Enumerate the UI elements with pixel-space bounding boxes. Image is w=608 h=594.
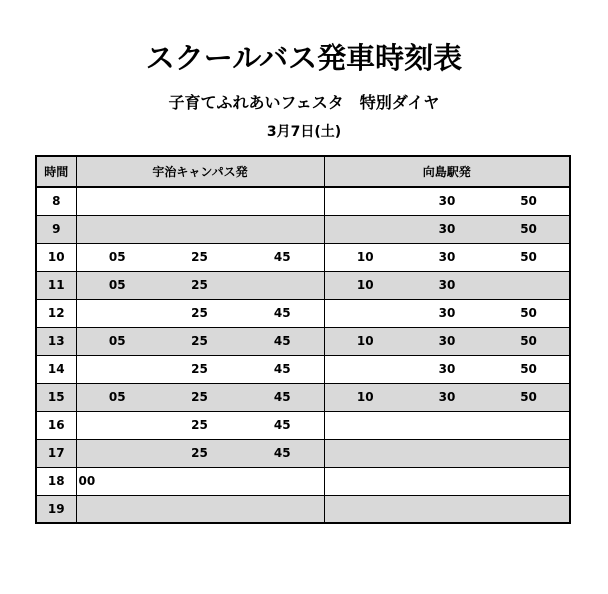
schedule-date: 3月7日(土) — [266, 124, 342, 140]
mukaijima-departure-cell — [488, 271, 570, 299]
uji-departure-cell — [241, 215, 324, 243]
mukaijima-departure-cell — [406, 411, 488, 439]
mukaijima-departure-cell — [324, 439, 406, 467]
table-row — [36, 467, 570, 495]
mukaijima-departure-cell: 50 — [488, 355, 570, 383]
mukaijima-departure-cell: 30 — [406, 271, 488, 299]
uji-departure-cell: 25 — [158, 327, 241, 355]
mukaijima-departure-cell: 50 — [488, 187, 570, 215]
mukaijima-departure-cell: 30 — [406, 215, 488, 243]
mukaijima-departure-cell — [324, 495, 406, 523]
uji-departure-cell: 45 — [241, 383, 324, 411]
uji-departure-cell: 25 — [158, 355, 241, 383]
mukaijima-departure-cell — [324, 467, 406, 495]
table-row — [36, 411, 570, 439]
uji-departure-cell: 45 — [241, 411, 324, 439]
uji-departure-cell: 05 — [76, 243, 158, 271]
mukaijima-departure-cell: 30 — [406, 243, 488, 271]
table-row — [36, 215, 570, 243]
header-uji-campus: 宇治キャンパス発 — [76, 156, 324, 187]
hour-cell: 12 — [36, 299, 76, 327]
hour-cell: 18 — [36, 467, 76, 495]
uji-departure-cell — [76, 439, 158, 467]
hour-cell: 10 — [36, 243, 76, 271]
mukaijima-departure-cell: 50 — [488, 299, 570, 327]
uji-departure-cell — [76, 355, 158, 383]
uji-departure-cell — [158, 495, 241, 523]
uji-departure-cell — [76, 215, 158, 243]
mukaijima-departure-cell: 50 — [488, 383, 570, 411]
mukaijima-departure-cell: 50 — [488, 327, 570, 355]
table-row — [36, 299, 570, 327]
uji-departure-cell: 05 — [76, 271, 158, 299]
mukaijima-departure-cell — [488, 411, 570, 439]
header-row — [36, 156, 570, 187]
mukaijima-departure-cell: 30 — [406, 383, 488, 411]
table-row — [36, 355, 570, 383]
timetable — [35, 155, 571, 524]
mukaijima-departure-cell: 10 — [324, 243, 406, 271]
header-hour: 時間 — [36, 156, 76, 187]
mukaijima-departure-cell — [406, 495, 488, 523]
table-row — [36, 495, 570, 523]
uji-departure-cell: 45 — [241, 439, 324, 467]
table-row — [36, 327, 570, 355]
hour-cell: 8 — [36, 187, 76, 215]
mukaijima-departure-cell — [406, 439, 488, 467]
mukaijima-departure-cell: 30 — [406, 355, 488, 383]
mukaijima-departure-cell — [324, 215, 406, 243]
table-row — [36, 243, 570, 271]
uji-departure-cell — [241, 271, 324, 299]
table-row — [36, 187, 570, 215]
hour-cell: 9 — [36, 215, 76, 243]
table-row — [36, 383, 570, 411]
header-mukaijima-station: 向島駅発 — [324, 156, 570, 187]
mukaijima-departure-cell — [324, 187, 406, 215]
hour-cell: 15 — [36, 383, 76, 411]
uji-departure-cell: 25 — [158, 383, 241, 411]
uji-departure-cell — [76, 411, 158, 439]
mukaijima-departure-cell: 10 — [324, 327, 406, 355]
page-subtitle: 子育てふれあいフェスタ 特別ダイヤ — [168, 93, 440, 112]
hour-cell: 19 — [36, 495, 76, 523]
uji-departure-cell — [241, 495, 324, 523]
mukaijima-departure-cell: 30 — [406, 187, 488, 215]
uji-departure-cell — [158, 215, 241, 243]
mukaijima-departure-cell: 10 — [324, 271, 406, 299]
mukaijima-departure-cell — [488, 439, 570, 467]
uji-departure-cell: 25 — [158, 243, 241, 271]
uji-departure-cell: 25 — [158, 299, 241, 327]
table-row — [36, 271, 570, 299]
uji-departure-cell: 05 — [76, 327, 158, 355]
mukaijima-departure-cell — [324, 411, 406, 439]
uji-departure-cell — [241, 467, 324, 495]
mukaijima-departure-cell: 30 — [406, 299, 488, 327]
mukaijima-departure-cell — [488, 467, 570, 495]
hour-cell: 14 — [36, 355, 76, 383]
mukaijima-departure-cell: 50 — [488, 215, 570, 243]
mukaijima-departure-cell: 30 — [406, 327, 488, 355]
mukaijima-departure-cell: 10 — [324, 383, 406, 411]
mukaijima-departure-cell — [324, 355, 406, 383]
timetable-body — [36, 187, 570, 523]
hour-cell: 16 — [36, 411, 76, 439]
page-title: スクールバス発車時刻表 — [145, 41, 463, 75]
uji-departure-cell — [76, 495, 158, 523]
uji-departure-cell: 45 — [241, 243, 324, 271]
uji-departure-cell — [241, 187, 324, 215]
uji-departure-cell: 45 — [241, 299, 324, 327]
hour-cell: 13 — [36, 327, 76, 355]
hour-cell: 11 — [36, 271, 76, 299]
mukaijima-departure-cell — [488, 495, 570, 523]
mukaijima-departure-cell — [406, 467, 488, 495]
table-row — [36, 439, 570, 467]
uji-departure-cell: 45 — [241, 327, 324, 355]
uji-departure-cell: 45 — [241, 355, 324, 383]
uji-departure-cell: 25 — [158, 271, 241, 299]
uji-departure-cell: 00 — [76, 467, 158, 495]
uji-departure-cell — [76, 299, 158, 327]
uji-departure-cell — [158, 187, 241, 215]
uji-departure-cell: 25 — [158, 411, 241, 439]
uji-departure-cell — [76, 187, 158, 215]
mukaijima-departure-cell: 50 — [488, 243, 570, 271]
uji-departure-cell: 05 — [76, 383, 158, 411]
hour-cell: 17 — [36, 439, 76, 467]
uji-departure-cell — [158, 467, 241, 495]
mukaijima-departure-cell — [324, 299, 406, 327]
uji-departure-cell: 25 — [158, 439, 241, 467]
